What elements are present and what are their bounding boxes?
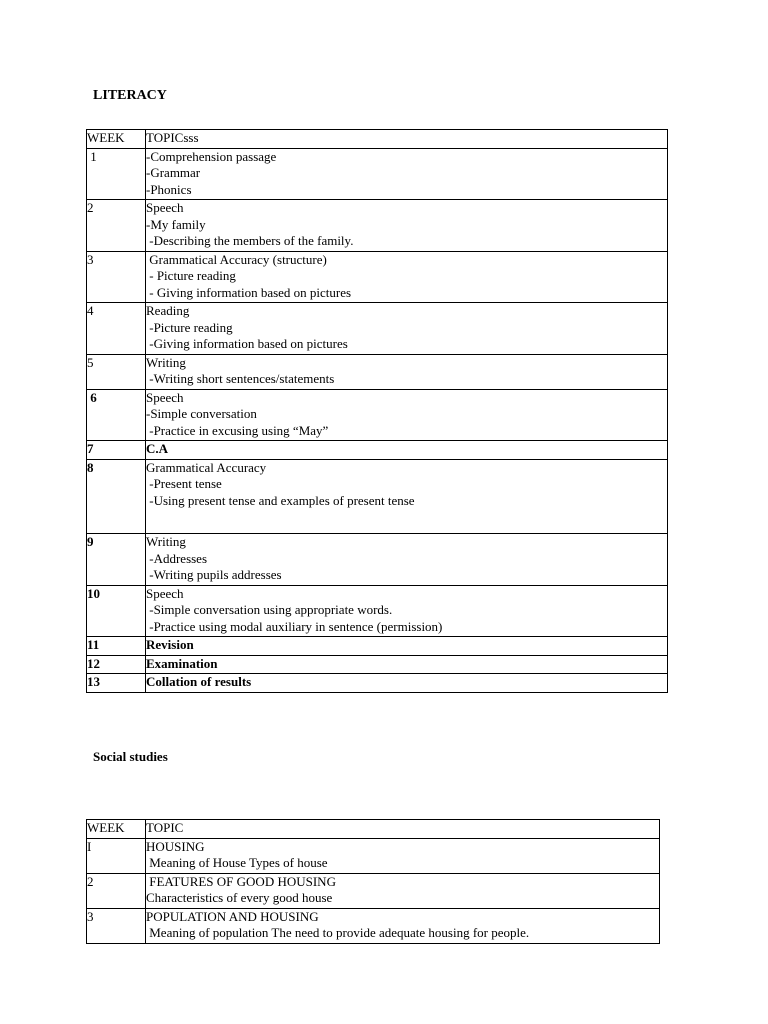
literacy-topic-cell bbox=[146, 459, 668, 534]
literacy-row bbox=[87, 534, 668, 586]
literacy-topic-line: Grammatical Accuracy (structure) bbox=[146, 251, 327, 267]
literacy-topic-line: -Picture reading bbox=[146, 319, 233, 335]
social-studies-title: Social studies bbox=[93, 749, 168, 764]
literacy-week-cell: 7 bbox=[87, 441, 146, 460]
literacy-topic-line: - Giving information based on pictures bbox=[146, 284, 352, 300]
literacy-topic-line: -Grammar bbox=[146, 165, 201, 180]
literacy-week-cell: 11 bbox=[87, 637, 146, 656]
literacy-week-cell: 8 bbox=[87, 459, 146, 534]
literacy-row bbox=[87, 637, 668, 656]
literacy-topic-line: -Addresses bbox=[146, 550, 208, 566]
social-header-topic: TOPIC bbox=[146, 820, 660, 839]
literacy-title: LITERACY bbox=[93, 88, 167, 103]
literacy-topic-line: Writing bbox=[146, 534, 186, 549]
literacy-topic-cell bbox=[146, 441, 668, 460]
social-studies-table bbox=[86, 819, 660, 944]
social-topic-cell bbox=[146, 908, 660, 943]
literacy-topic-line: Grammatical Accuracy bbox=[146, 459, 267, 475]
social-topic-line: FEATURES OF GOOD HOUSING bbox=[146, 873, 336, 889]
social-row bbox=[87, 838, 660, 873]
social-week-cell: I bbox=[87, 838, 146, 873]
literacy-topic-line: -Practice in excusing using “May” bbox=[146, 422, 329, 438]
literacy-row bbox=[87, 459, 668, 534]
literacy-week-cell: 12 bbox=[87, 655, 146, 674]
literacy-row bbox=[87, 303, 668, 355]
literacy-header-topic: TOPICsss bbox=[146, 130, 668, 149]
literacy-topic-line: Writing bbox=[146, 354, 186, 370]
social-topic-line: Meaning of House Types of house bbox=[146, 855, 328, 870]
literacy-header-row bbox=[87, 130, 668, 149]
literacy-topic-cell bbox=[146, 354, 668, 389]
literacy-topic-line: -Phonics bbox=[146, 181, 192, 197]
literacy-topic-line: -Writing pupils addresses bbox=[146, 567, 282, 582]
literacy-row bbox=[87, 655, 668, 674]
literacy-topic-line: -Simple conversation bbox=[146, 406, 257, 421]
literacy-topic-line: Speech bbox=[146, 200, 184, 215]
literacy-week-cell: 10 bbox=[87, 585, 146, 637]
literacy-table-body bbox=[87, 130, 668, 693]
social-topic-line: Characteristics of every good house bbox=[146, 890, 333, 905]
literacy-topic-cell bbox=[146, 303, 668, 355]
literacy-topic-line: -Writing short sentences/statements bbox=[146, 371, 335, 386]
literacy-topic-line: Revision bbox=[146, 637, 194, 652]
social-topic-cell bbox=[146, 838, 660, 873]
literacy-topic-cell bbox=[146, 389, 668, 441]
literacy-row bbox=[87, 585, 668, 637]
literacy-row bbox=[87, 441, 668, 460]
literacy-topic-line: - Picture reading bbox=[146, 268, 236, 283]
social-topic-line: POPULATION AND HOUSING bbox=[146, 908, 319, 924]
literacy-topic-cell bbox=[146, 200, 668, 252]
literacy-row bbox=[87, 354, 668, 389]
literacy-row bbox=[87, 674, 668, 693]
literacy-week-cell: 4 bbox=[87, 303, 146, 355]
literacy-topic-line: C.A bbox=[146, 441, 169, 456]
literacy-topic-cell bbox=[146, 655, 668, 674]
literacy-week-cell: 13 bbox=[87, 674, 146, 693]
literacy-table bbox=[86, 129, 668, 693]
literacy-week-cell: 9 bbox=[87, 534, 146, 586]
literacy-week-cell: 2 bbox=[87, 200, 146, 252]
literacy-topic-cell bbox=[146, 251, 668, 303]
literacy-topic-line: Examination bbox=[146, 655, 218, 671]
literacy-topic-line: -Simple conversation using appropriate words. bbox=[146, 602, 393, 617]
literacy-topic-line: Speech bbox=[146, 389, 184, 405]
literacy-topic-cell bbox=[146, 674, 668, 693]
literacy-topic-cell bbox=[146, 534, 668, 586]
literacy-topic-line: -Practice using modal auxiliary in sentence (permission) bbox=[146, 618, 443, 634]
literacy-topic-line: -Giving information based on pictures bbox=[146, 336, 348, 351]
literacy-topic-line: -Describing the members of the family. bbox=[146, 233, 354, 248]
literacy-week-cell: 6 bbox=[87, 389, 146, 441]
social-row bbox=[87, 873, 660, 908]
social-topic-line: Meaning of population The need to provide adequate housing for people. bbox=[146, 925, 530, 940]
literacy-topic-line: -My family bbox=[146, 216, 206, 232]
literacy-week-cell: 1 bbox=[87, 148, 146, 200]
social-row bbox=[87, 908, 660, 943]
social-week-cell: 3 bbox=[87, 908, 146, 943]
literacy-topic-cell bbox=[146, 637, 668, 656]
literacy-topic-cell bbox=[146, 585, 668, 637]
literacy-week-cell: 3 bbox=[87, 251, 146, 303]
literacy-topic-cell bbox=[146, 148, 668, 200]
literacy-topic-line: Speech bbox=[146, 585, 184, 601]
literacy-row bbox=[87, 148, 668, 200]
social-week-cell: 2 bbox=[87, 873, 146, 908]
literacy-topic-line: Reading bbox=[146, 303, 190, 318]
literacy-header-week: WEEK bbox=[87, 130, 146, 149]
social-header-row bbox=[87, 820, 660, 839]
social-header-week: WEEK bbox=[87, 820, 146, 839]
literacy-row bbox=[87, 251, 668, 303]
literacy-row bbox=[87, 389, 668, 441]
literacy-topic-line: Collation of results bbox=[146, 674, 252, 689]
literacy-topic-line: -Comprehension passage bbox=[146, 148, 277, 164]
social-studies-table-body bbox=[87, 820, 660, 944]
literacy-week-cell: 5 bbox=[87, 354, 146, 389]
social-topic-cell bbox=[146, 873, 660, 908]
literacy-topic-line: -Using present tense and examples of present tense bbox=[146, 492, 415, 508]
literacy-topic-line: -Present tense bbox=[146, 476, 222, 491]
literacy-row bbox=[87, 200, 668, 252]
social-topic-line: HOUSING bbox=[146, 838, 205, 854]
